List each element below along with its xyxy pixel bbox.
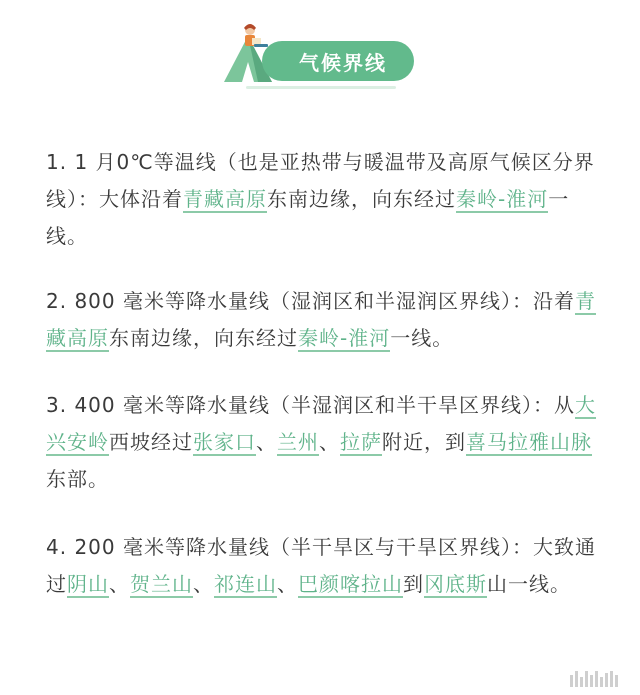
place-link[interactable]: 冈底斯	[424, 572, 487, 596]
place-link[interactable]: 大兴安岭	[46, 393, 596, 454]
paragraph-text: 一线。	[46, 187, 570, 248]
page-title: 气候界线	[299, 50, 387, 75]
paragraph-text: 西坡经过	[109, 430, 193, 454]
paragraph-text: 、	[256, 430, 277, 454]
climate-line-item	[46, 283, 602, 357]
place-link[interactable]: 巴颜喀拉山	[298, 572, 403, 596]
place-link[interactable]: 贺兰山	[130, 572, 193, 596]
header	[0, 22, 640, 92]
climate-line-item	[46, 387, 602, 498]
place-link[interactable]: 喜马拉雅山脉	[466, 430, 592, 454]
paragraph-text: 东南边缘，向东经过	[267, 187, 456, 211]
place-link[interactable]: 阴山	[67, 572, 109, 596]
paragraph-text: 一线。	[390, 326, 454, 350]
place-link[interactable]: 张家口	[193, 430, 256, 454]
place-link[interactable]: 祁连山	[214, 572, 277, 596]
title-badge	[262, 41, 414, 81]
title-underline	[246, 86, 396, 89]
paragraph-text: 、	[109, 572, 130, 596]
climate-line-item	[46, 529, 602, 603]
paragraph-text: 东部。	[46, 467, 109, 491]
place-link[interactable]: 兰州	[277, 430, 319, 454]
paragraph-text: 、	[193, 572, 214, 596]
place-link[interactable]: 拉萨	[340, 430, 382, 454]
place-link[interactable]: 秦岭-淮河	[456, 187, 549, 211]
paragraph-text: 、	[277, 572, 298, 596]
paragraph-text: 到	[403, 572, 424, 596]
paragraph-text: 4. 200 毫米等降水量线（半干旱区与干旱区界线）：大致通过	[46, 535, 596, 596]
place-link[interactable]: 青藏高原	[46, 289, 596, 350]
paragraph-text: 3. 400 毫米等降水量线（半湿润区和半干旱区界线）：从	[46, 393, 575, 417]
paragraph-text: 、	[319, 430, 340, 454]
place-link[interactable]: 青藏高原	[183, 187, 267, 211]
paragraph-text: 2. 800 毫米等降水量线（湿润区和半湿润区界线）：沿着	[46, 289, 575, 313]
paragraph-text: 1. 1 月0℃等温线（也是亚热带与暖温带及高原气候区分界线）：大体沿着	[46, 150, 595, 211]
paragraph-text: 东南边缘，向东经过	[109, 326, 298, 350]
climate-line-item	[46, 144, 602, 255]
watermark-icon	[570, 671, 618, 687]
paragraph-text: 附近，到	[382, 430, 466, 454]
place-link[interactable]: 秦岭-淮河	[298, 326, 391, 350]
paragraph-text: 山一线。	[487, 572, 571, 596]
